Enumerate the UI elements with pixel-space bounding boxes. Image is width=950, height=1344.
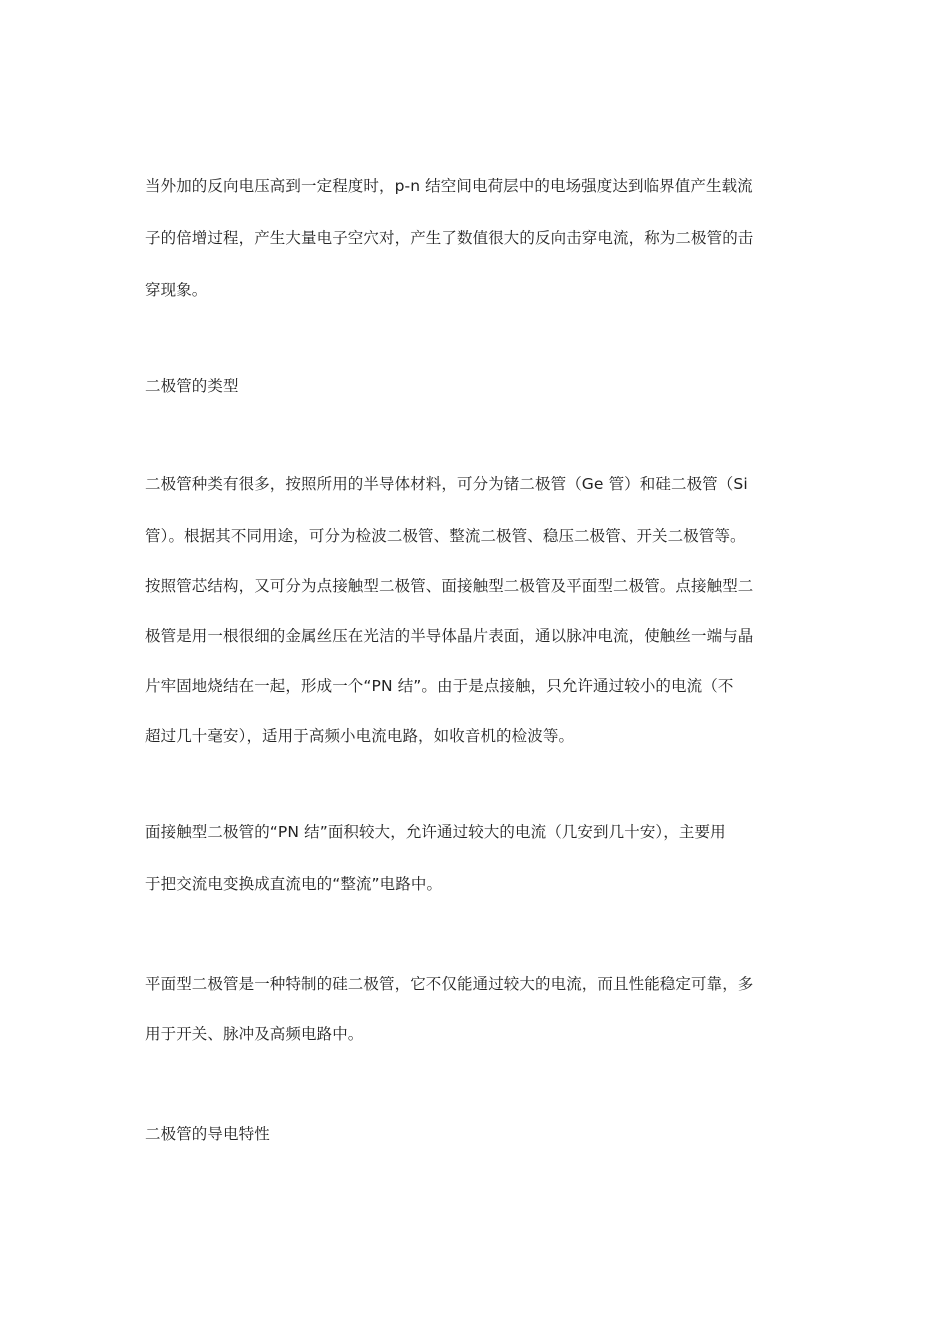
text-line: 管）。根据其不同用途，可分为检波二极管、整流二极管、稳压二极管、开关二极管等。 <box>145 527 746 545</box>
text-line: 片牢固地烧结在一起，形成一个“PN 结”。由于是点接触，只允许通过较小的电流（不 <box>145 677 734 695</box>
section-heading-types: 二极管的类型 <box>145 377 239 395</box>
text-line: 于把交流电变换成直流电的“整流”电路中。 <box>145 875 443 893</box>
text-line: 子的倍增过程，产生大量电子空穴对，产生了数值很大的反向击穿电流，称为二极管的击 <box>145 229 754 247</box>
text-line: 极管是用一根很细的金属丝压在光洁的半导体晶片表面，通以脉冲电流，使触丝一端与晶 <box>145 627 754 645</box>
text-line: 二极管种类有很多，按照所用的半导体材料，可分为锗二极管（Ge 管）和硅二极管（Si <box>145 475 748 493</box>
section-heading-conductive: 二极管的导电特性 <box>145 1125 270 1143</box>
text-line: 穿现象。 <box>145 281 208 299</box>
text-line: 平面型二极管是一种特制的硅二极管，它不仅能通过较大的电流，而且性能稳定可靠，多 <box>145 975 754 993</box>
text-line: 按照管芯结构，又可分为点接触型二极管、面接触型二极管及平面型二极管。点接触型二 <box>145 577 754 595</box>
text-line: 超过几十毫安），适用于高频小电流电路，如收音机的检波等。 <box>145 727 575 745</box>
text-line: 当外加的反向电压高到一定程度时，p-n 结空间电荷层中的电场强度达到临界值产生载流 <box>145 177 753 195</box>
text-line: 面接触型二极管的“PN 结”面积较大，允许通过较大的电流（几安到几十安），主要用 <box>145 823 726 841</box>
text-line: 用于开关、脉冲及高频电路中。 <box>145 1025 364 1043</box>
